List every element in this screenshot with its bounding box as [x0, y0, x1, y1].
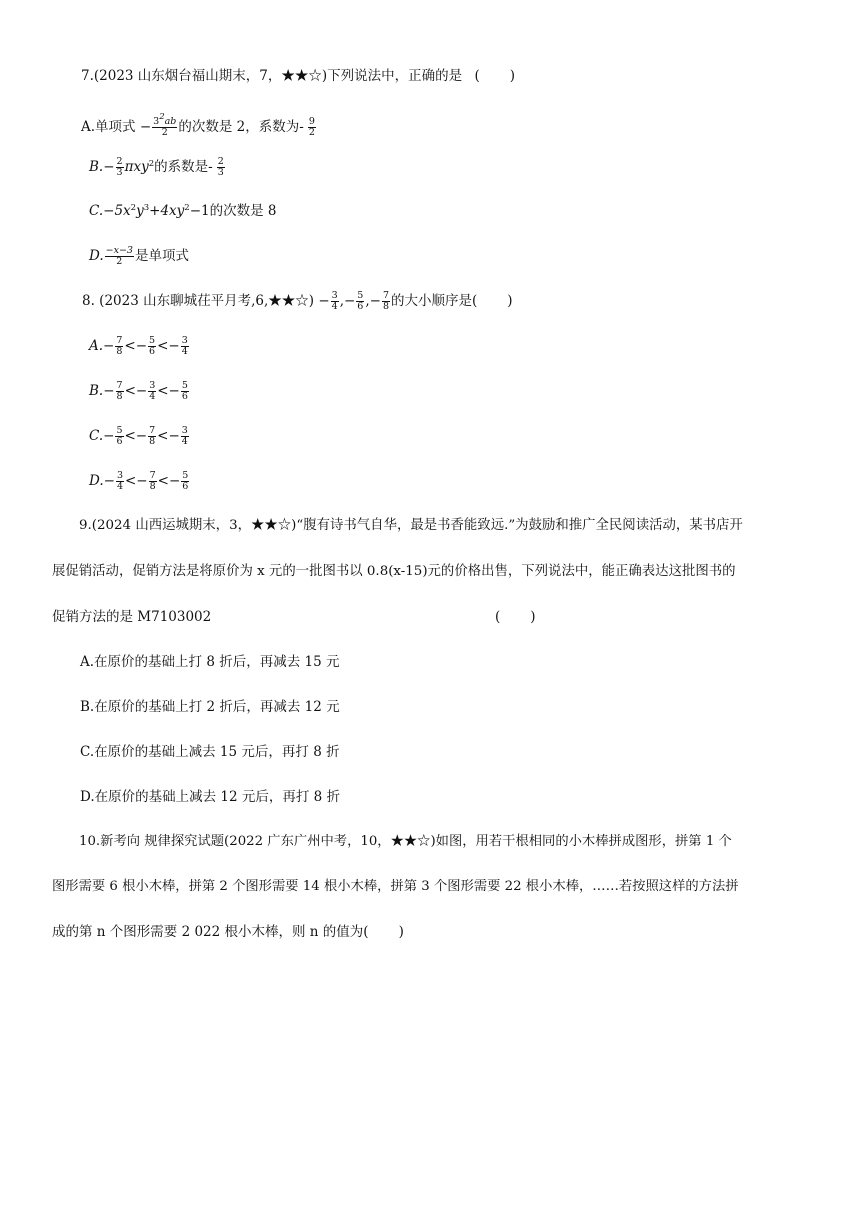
q8b-d1: 8 — [116, 391, 123, 402]
q7a-den: 2 — [161, 127, 168, 138]
q9-option-c: C.在原价的基础上减去 15 元后，再打 8 折 — [80, 744, 340, 760]
q8c-lt-2: <− — [157, 428, 180, 444]
q8-frac-1 — [331, 291, 339, 312]
q8d-d2: 8 — [149, 481, 156, 492]
q9-option-d: D.在原价的基础上减去 12 元后，再打 8 折 — [80, 789, 341, 805]
q7b-coef — [217, 157, 225, 178]
q8-minus-1: − — [318, 293, 330, 309]
q8-tail: 的大小顺序是( ) — [391, 293, 513, 309]
q8c-d3: 4 — [181, 436, 188, 447]
q7-option-d — [89, 241, 189, 271]
q7c-s2: 3 — [143, 203, 150, 213]
q8c-d1: 6 — [116, 436, 123, 447]
q8-option-b — [89, 376, 190, 406]
q7-stem — [81, 66, 515, 86]
q7-answer-paren: ( ) — [474, 68, 516, 84]
q8-option-c — [89, 421, 190, 451]
q8c-frac-1 — [115, 426, 123, 447]
q8d-frac-1 — [116, 471, 124, 492]
q7-stem-text: 7.(2023 山东烟台福山期末，7，★★☆)下列说法中，正确的是 — [81, 68, 463, 84]
q8a-minus: − — [103, 338, 115, 354]
q8a-frac-2 — [148, 336, 156, 357]
q7a-num-base: 3 — [153, 116, 160, 127]
q8b-frac-1 — [116, 381, 124, 402]
q7b-fraction — [116, 157, 124, 178]
q8a-frac-3 — [181, 336, 189, 357]
q8c-frac-2 — [148, 426, 156, 447]
q8-f2-num: 5 — [357, 290, 364, 301]
q8a-d1: 8 — [116, 346, 123, 357]
q7b-coef-num: 2 — [217, 156, 224, 167]
q7a-fraction — [152, 112, 177, 138]
q8c-letter: C. — [89, 428, 104, 444]
q8d-d3: 6 — [182, 481, 189, 492]
q8c-lt-1: <− — [124, 428, 148, 444]
q8-frac-2 — [356, 291, 364, 312]
q8d-frac-2 — [149, 471, 157, 492]
q9-answer-paren: ( ) — [495, 609, 536, 625]
q7b-letter: B. — [89, 159, 104, 175]
q8c-minus: − — [103, 428, 115, 444]
q8-frac-3 — [382, 291, 390, 312]
q7d-tail: 是单项式 — [134, 248, 189, 264]
q8a-frac-1 — [115, 336, 123, 357]
q8a-d2: 6 — [149, 346, 156, 357]
q8-stem-text: 8. (2023 山东聊城茌平月考,6,★★☆) — [82, 293, 319, 309]
q7b-coef-den: 3 — [217, 167, 224, 178]
q9-line-3-text: 促销方法的是 M7103002 — [52, 609, 212, 625]
q8-option-d — [89, 466, 190, 496]
q10-line-2: 图形需要 6 根小木棒，拼第 2 个图形需要 14 根小木棒，拼第 3 个图形需要 22 根小木棒，……若按照这样的方法拼 — [52, 879, 739, 894]
q8d-minus: − — [103, 473, 115, 489]
q7c-t2: y — [136, 203, 144, 219]
q7d-fraction — [105, 246, 134, 267]
q7c-s3: 2 — [184, 203, 190, 213]
q7a-coef-den: 2 — [308, 127, 315, 138]
q8a-letter: A. — [89, 338, 104, 354]
q8b-letter: B. — [89, 383, 104, 399]
q7a-num-rest: ab — [164, 116, 177, 127]
q8b-frac-2 — [148, 381, 156, 402]
q8-f3-num: 7 — [382, 290, 389, 301]
q8-f3-den: 8 — [382, 301, 389, 312]
q8c-n1: 5 — [116, 425, 123, 436]
q8-stem — [82, 286, 513, 316]
q7d-num: −x−3 — [105, 245, 133, 256]
q8b-minus: − — [103, 383, 115, 399]
q8b-d3: 6 — [181, 391, 188, 402]
q8d-n2: 7 — [149, 470, 156, 481]
q7a-prefix: A.单项式 − — [81, 119, 152, 135]
q8a-n1: 7 — [116, 335, 123, 346]
q7c-s1: 2 — [130, 203, 137, 213]
q8b-n1: 7 — [116, 380, 123, 391]
q8-f1-num: 3 — [331, 290, 338, 301]
q7b-sup: 2 — [148, 159, 155, 169]
q8d-d1: 4 — [116, 481, 123, 492]
q10-line-1: 10.新考向 规律探究试题(2022 广东广州中考，10，★★☆)如图，用若干根相同的小木棒拼成图形，拼第 1 个 — [79, 834, 732, 849]
q7c-t1: −5x — [103, 203, 131, 219]
q8-sep-1: ,− — [339, 293, 356, 309]
q8a-n3: 3 — [181, 335, 188, 346]
q10-line-3: 成的第 n 个图形需要 2 022 根小木棒，则 n 的值为( ) — [52, 924, 404, 940]
q8a-lt-1: <− — [124, 338, 148, 354]
q7-option-b — [89, 152, 226, 182]
q8b-n2: 3 — [149, 380, 156, 391]
q8d-letter: D. — [89, 473, 104, 489]
q8b-d2: 4 — [149, 391, 156, 402]
q8b-frac-3 — [181, 381, 189, 402]
q7b-num: 2 — [116, 156, 123, 167]
q7a-num-sup: 2 — [159, 112, 165, 122]
q7b-den: 3 — [116, 167, 123, 178]
q7c-t3: +4xy — [149, 203, 185, 219]
q8a-d3: 4 — [181, 346, 188, 357]
q8-option-a — [89, 331, 190, 361]
q8d-frac-3 — [181, 471, 189, 492]
q7c-letter: C. — [89, 203, 104, 219]
q8d-lt-1: <− — [125, 473, 148, 489]
q9-option-a: A.在原价的基础上打 8 折后，再减去 15 元 — [80, 654, 340, 670]
q8d-lt-2: <− — [157, 473, 181, 489]
q7b-term: πxy — [124, 159, 149, 175]
q8-f1-den: 4 — [331, 301, 338, 312]
q7d-den: 2 — [116, 256, 123, 267]
q8b-n3: 5 — [181, 380, 188, 391]
q8d-n1: 3 — [116, 470, 123, 481]
q8d-n3: 5 — [182, 470, 189, 481]
q8-f2-den: 6 — [357, 301, 364, 312]
q7b-mid: 的系数是- — [154, 159, 213, 175]
q8c-n2: 7 — [149, 425, 156, 436]
q8-sep-2: ,− — [365, 293, 381, 309]
q7a-coef-num: 9 — [308, 116, 315, 127]
q7c-tail: 的次数是 8 — [209, 203, 277, 219]
q9-line-2: 展促销活动，促销方法是将原价为 x 元的一批图书以 0.8(x-15)元的价格出售，下列说法中，能正确表达这批图书的 — [52, 564, 736, 579]
q7a-mid: 的次数是 2，系数为- — [178, 119, 304, 135]
q7b-minus: − — [103, 159, 115, 175]
q8a-lt-2: <− — [157, 338, 180, 354]
q7a-coef — [308, 117, 316, 138]
q9-line-3 — [52, 607, 211, 627]
q8b-lt-1: <− — [124, 383, 148, 399]
q8c-n3: 3 — [181, 425, 188, 436]
q8c-d2: 8 — [149, 436, 156, 447]
q7-option-a — [81, 112, 317, 142]
q7-option-c — [89, 201, 277, 221]
q8b-lt-2: <− — [157, 383, 180, 399]
q8a-n2: 5 — [149, 335, 156, 346]
q9-option-b: B.在原价的基础上打 2 折后，再减去 12 元 — [80, 699, 340, 715]
q9-line-1: 9.(2024 山西运城期末，3，★★☆)“腹有诗书气自华，最是书香能致远.”为鼓励和推广全民阅读活动，某书店开 — [79, 518, 743, 533]
q8c-frac-3 — [181, 426, 189, 447]
q7c-t4: −1 — [189, 203, 210, 219]
q7d-letter: D. — [89, 248, 104, 264]
